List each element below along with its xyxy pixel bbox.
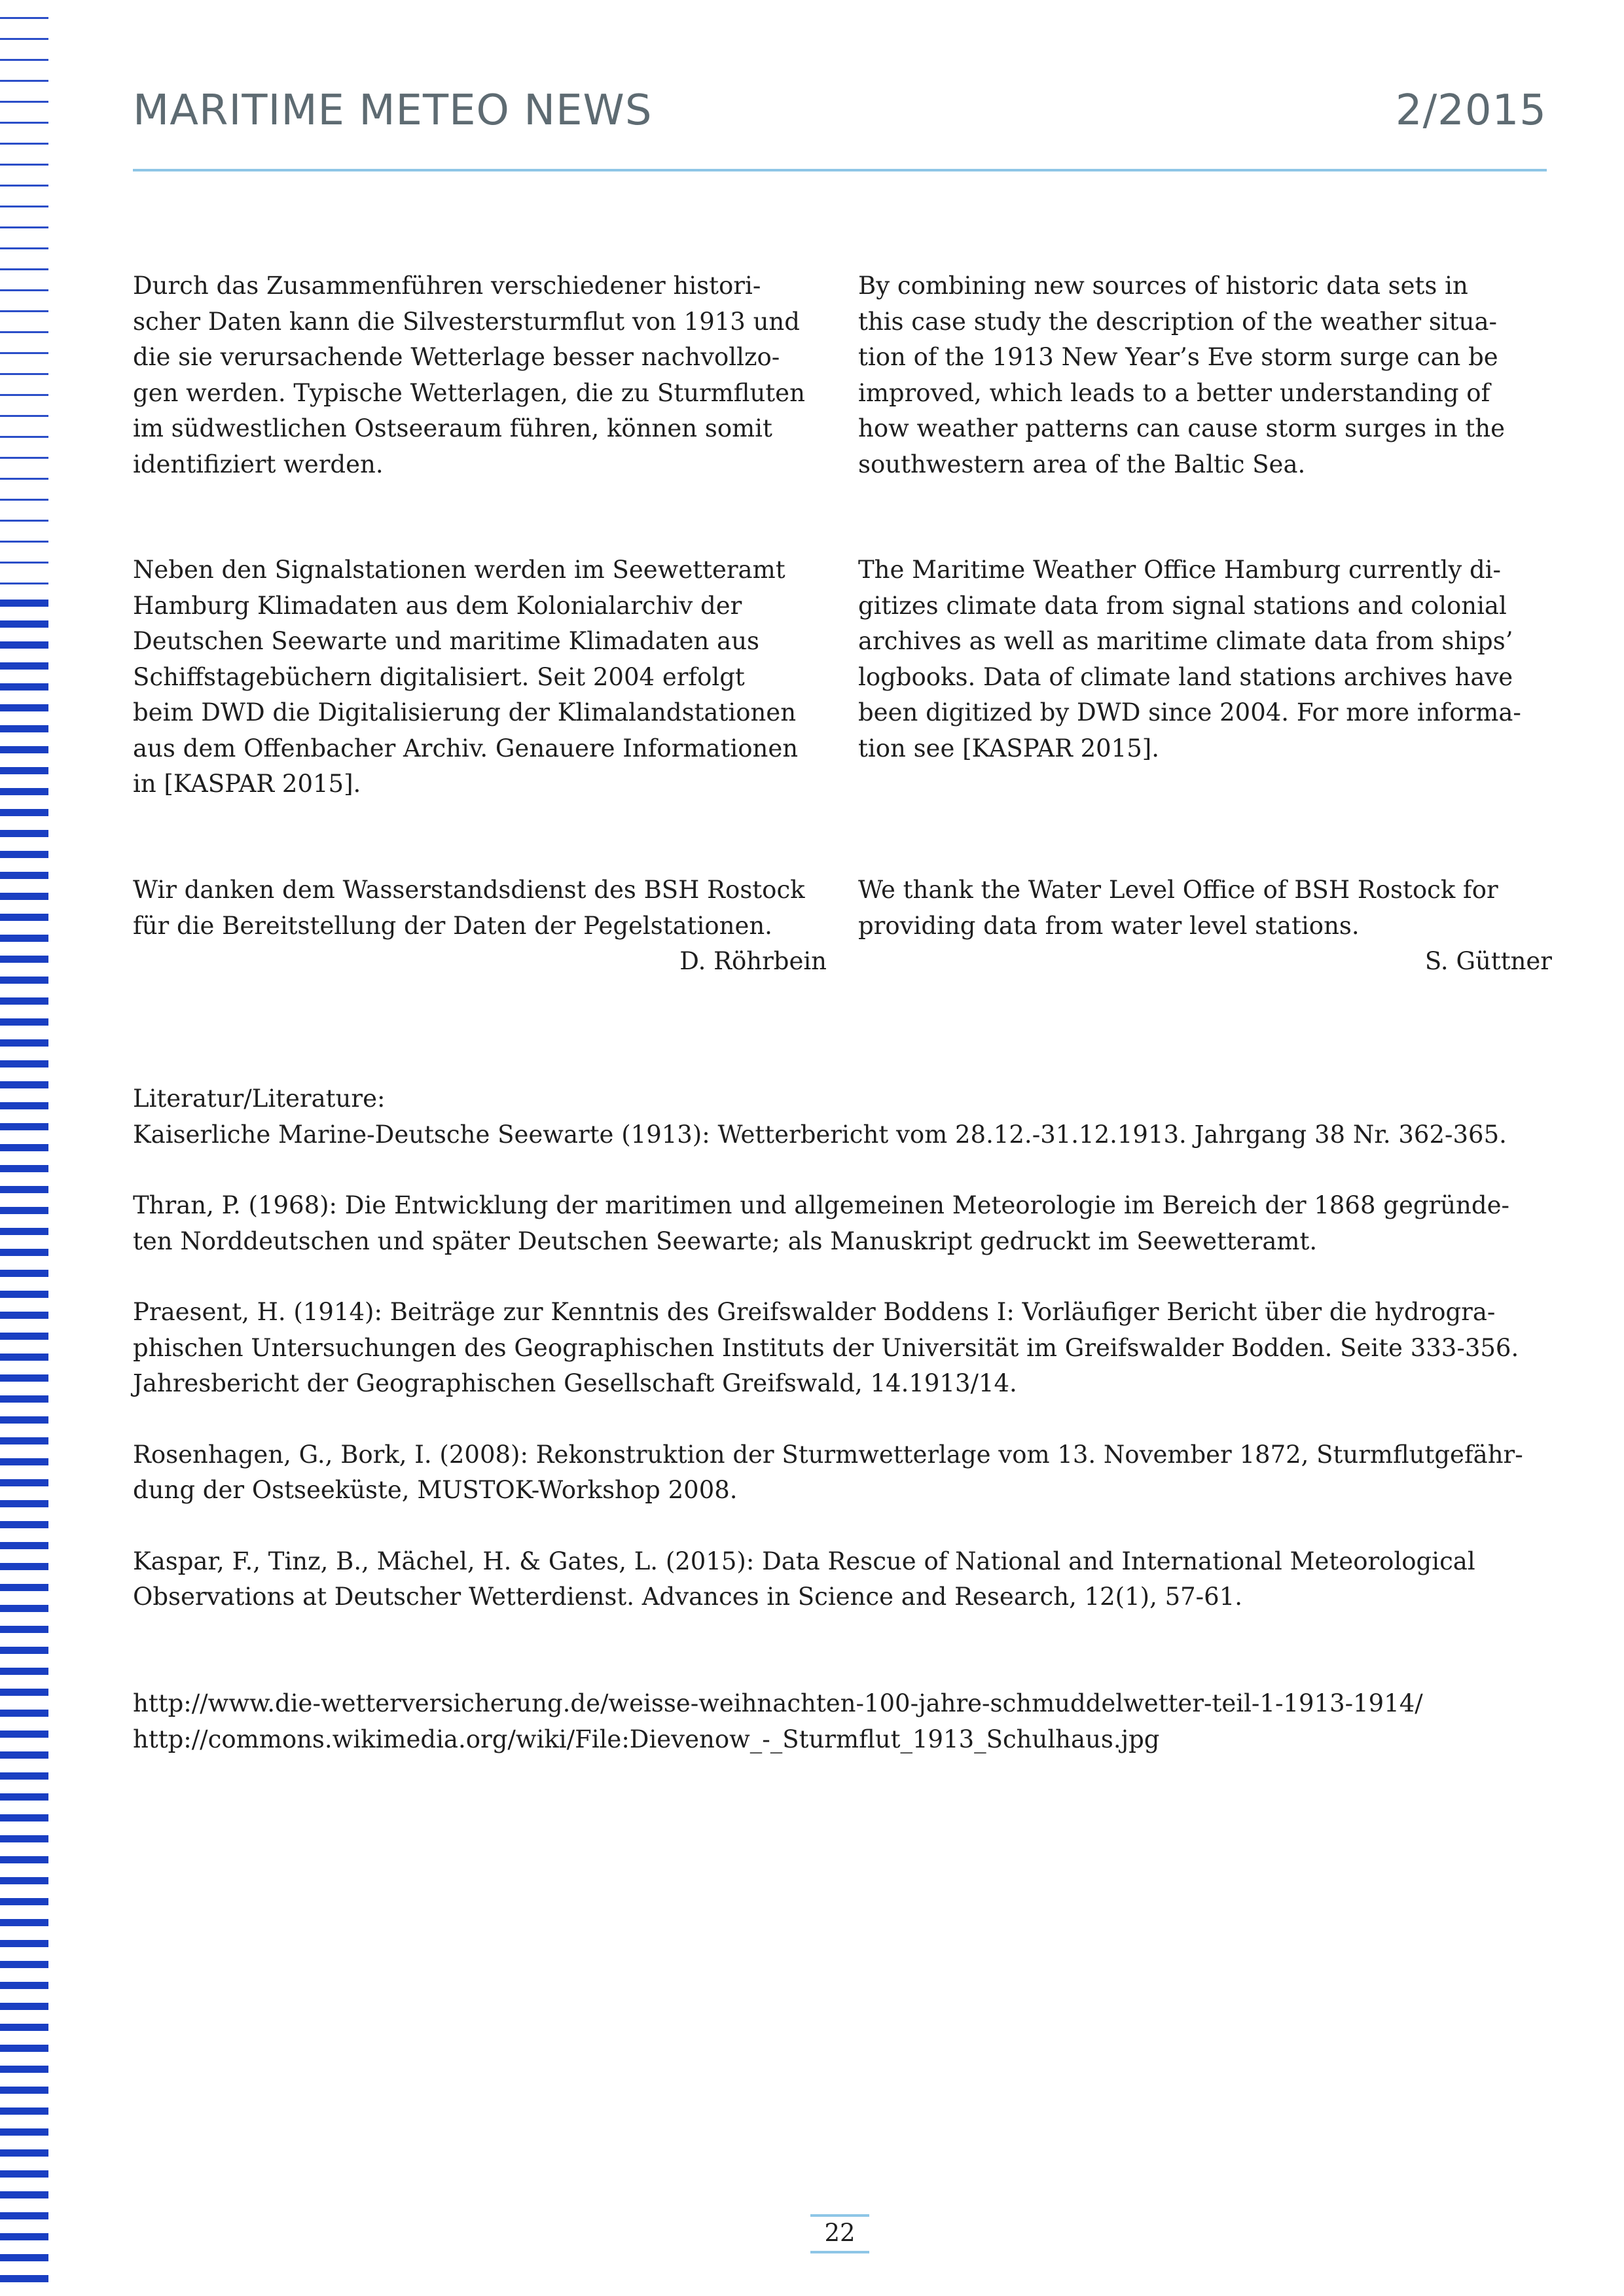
- source-link[interactable]: http://www.die-wetterversicherung.de/weisse-weihnachten-100-jahre-schmuddelwetter-teil-1-1913-1914/: [133, 1689, 1423, 1717]
- line: Hamburg Klimadaten aus dem Kolonialarchiv der: [133, 591, 742, 620]
- line: this case study the description of the weather situa-: [858, 307, 1498, 336]
- section-2-english: [858, 552, 1552, 766]
- line: been digitized by DWD since 2004. For more informa-: [858, 698, 1521, 726]
- line: beim DWD die Digitalisierung der Klimalandstationen: [133, 698, 797, 726]
- page-header: [133, 79, 1547, 144]
- line: für die Bereitstellung der Daten der Pegelstationen.: [133, 911, 772, 940]
- paragraph-en-3: [858, 872, 1552, 944]
- decorative-stripes-top: [0, 0, 48, 589]
- line: Rosenhagen, G., Bork, I. (2008): Rekonstruktion der Sturmwetterlage vom 13. November 1872, Sturmflutgefähr-: [133, 1440, 1523, 1469]
- line: archives as well as maritime climate data from ships’: [858, 627, 1513, 655]
- paragraph-de-2: [133, 552, 827, 802]
- line: ten Norddeutschen und später Deutschen Seewarte; als Manuskript gedruckt im Seewetteramt.: [133, 1227, 1318, 1255]
- section-3-german: [133, 872, 827, 980]
- source-links: [133, 1686, 1560, 1757]
- reference-entry: [133, 1117, 1560, 1153]
- references-heading: Literatur/Literature:: [133, 1085, 386, 1113]
- header-divider: [133, 169, 1547, 171]
- reference-entry: [133, 1295, 1560, 1402]
- line: Jahresbericht der Geographischen Gesellschaft Greifswald, 14.1913/14.: [133, 1369, 1017, 1397]
- references-section: [133, 1081, 1560, 1651]
- paragraph-en-2: [858, 552, 1552, 766]
- line: phischen Untersuchungen des Geographischen Instituts der Universität im Greifswalder Bodden. Seite 333-356.: [133, 1333, 1519, 1362]
- line: southwestern area of the Baltic Sea.: [858, 450, 1306, 478]
- line: We thank the Water Level Office of BSH Rostock for: [858, 876, 1498, 904]
- author-signature-en: S. Güttner: [1424, 947, 1552, 975]
- line: The Maritime Weather Office Hamburg currently di-: [858, 556, 1502, 584]
- line: how weather patterns can cause storm surges in the: [858, 414, 1505, 442]
- reference-entry: [133, 1188, 1560, 1259]
- line: Durch das Zusammenführen verschiedener histori-: [133, 272, 761, 300]
- section-3-english: [858, 872, 1552, 980]
- line: scher Daten kann die Silvestersturmflut von 1913 und: [133, 307, 800, 336]
- line: Praesent, H. (1914): Beiträge zur Kenntnis des Greifswalder Boddens I: Vorläufiger Bericht über die hydrogra-: [133, 1298, 1496, 1326]
- line: improved, which leads to a better understanding of: [858, 378, 1490, 407]
- reference-entry: [133, 1437, 1560, 1509]
- author-signature-de: D. Röhrbein: [679, 947, 827, 975]
- line: Thran, P. (1968): Die Entwicklung der maritimen und allgemeinen Meteorologie im Bereich der 1868 gegründe-: [133, 1191, 1509, 1219]
- line: By combining new sources of historic data sets in: [858, 272, 1468, 300]
- line: tion see [KASPAR 2015].: [858, 734, 1159, 762]
- section-2-german: [133, 552, 827, 802]
- line: Observations at Deutscher Wetterdienst. Advances in Science and Research, 12(1), 57-61.: [133, 1583, 1243, 1611]
- paragraph-de-1: [133, 268, 827, 482]
- paragraph-de-3: [133, 872, 827, 944]
- decorative-stripes-bottom: [0, 589, 48, 2296]
- line: in [KASPAR 2015].: [133, 770, 361, 798]
- issue-number: 2/2015: [1395, 86, 1547, 135]
- section-1-english: [858, 268, 1552, 482]
- publication-title: MARITIME METEO NEWS: [133, 86, 653, 135]
- line: Deutschen Seewarte und maritime Klimadaten aus: [133, 627, 760, 655]
- line: identifiziert werden.: [133, 450, 384, 478]
- line: Wir danken dem Wasserstandsdienst des BSH Rostock: [133, 876, 805, 904]
- line: providing data from water level stations.: [858, 911, 1360, 940]
- line: aus dem Offenbacher Archiv. Genauere Informationen: [133, 734, 799, 762]
- source-link[interactable]: http://commons.wikimedia.org/wiki/File:Dievenow_-_Sturmflut_1913_Schulhaus.jpg: [133, 1725, 1160, 1753]
- line: Neben den Signalstationen werden im Seewetteramt: [133, 556, 785, 584]
- line: dung der Ostseeküste, MUSTOK-Workshop 2008.: [133, 1476, 738, 1504]
- section-1-german: [133, 268, 827, 482]
- page-number: 22: [810, 2214, 869, 2253]
- line: gitizes climate data from signal stations and colonial: [858, 591, 1507, 620]
- paragraph-en-1: [858, 268, 1552, 482]
- line: logbooks. Data of climate land stations archives have: [858, 662, 1513, 691]
- line: im südwestlichen Ostseeraum führen, können somit: [133, 414, 772, 442]
- line: Kaiserliche Marine-Deutsche Seewarte (1913): Wetterbericht vom 28.12.-31.12.1913. Jahrgang 38 Nr. 362-365.: [133, 1120, 1507, 1149]
- line: Kaspar, F., Tinz, B., Mächel, H. & Gates, L. (2015): Data Rescue of National and International Meteorological: [133, 1547, 1475, 1575]
- line: tion of the 1913 New Year’s Eve storm surge can be: [858, 343, 1498, 371]
- line: gen werden. Typische Wetterlagen, die zu Sturmfluten: [133, 378, 805, 407]
- reference-entry: [133, 1544, 1560, 1615]
- line: die sie verursachende Wetterlage besser nachvollzo-: [133, 343, 780, 371]
- line: Schiffstagebüchern digitalisiert. Seit 2004 erfolgt: [133, 662, 745, 691]
